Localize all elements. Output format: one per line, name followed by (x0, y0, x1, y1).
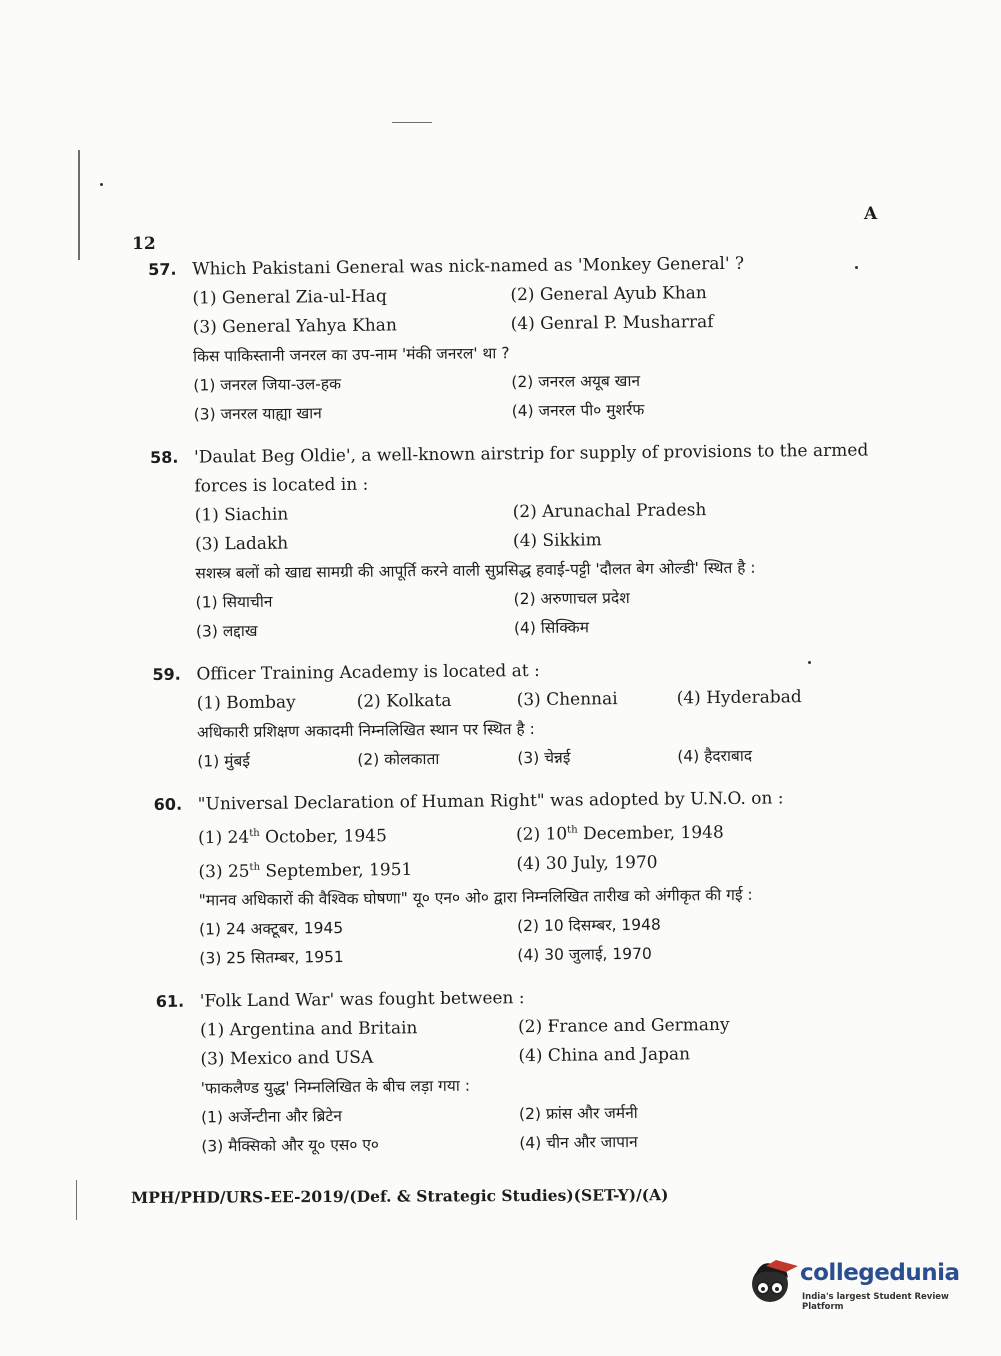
scan-border-left (78, 150, 80, 260)
question-59 (152, 653, 893, 777)
question-number: 57. (148, 259, 177, 279)
option-2-en: (2) France and Germany (517, 1015, 730, 1038)
question-57 (148, 248, 890, 430)
question-text-hi: सशस्त्र बलों को खाद्य सामग्री की आपूर्ति करने वाली सुप्रसिद्ध हवाई-पट्टी 'दौलत बेग ओल्डी' स्थित है : (195, 558, 756, 583)
collegedunia-watermark[interactable] (742, 1252, 974, 1312)
option-1-hi: (1) मुंबई (197, 751, 251, 771)
paper-code-footer: MPH/PHD/URS-EE-2019/(Def. & Strategic Studies)(SET-Y)/(A) (131, 1185, 669, 1207)
option-3-hi: (3) जनरल याह्या खान (193, 404, 322, 424)
option-1-hi: (1) अर्जेन्टीना और ब्रिटेन (200, 1107, 342, 1127)
question-text-en: Officer Training Academy is located at : (196, 660, 540, 685)
question-number: 61. (155, 991, 185, 1012)
question-number: 59. (152, 664, 181, 684)
scan-border-left-lower (76, 1180, 77, 1220)
question-text-hi: "मानव अधिकारों की वैश्विक घोषणा" यू० एन० ओ० द्वारा निम्नलिखित तारीख को अंगीकृत की गई : (198, 886, 753, 910)
set-letter: A (864, 204, 878, 224)
option-4-en: (4) China and Japan (518, 1044, 691, 1067)
option-4-hi: (4) 30 जुलाई, 1970 (517, 945, 652, 965)
question-61 (156, 981, 898, 1163)
option-1-hi: (1) सियाचीन (195, 592, 273, 612)
options-en (195, 494, 892, 559)
question-number: 60. (153, 794, 183, 814)
option-1-en: (1) Bombay (196, 692, 296, 714)
option-2-hi: (2) 10 दिसम्बर, 1948 (516, 915, 661, 936)
option-3-en: (3) Ladakh (194, 533, 289, 555)
option-2-en: (2) General Ayub Khan (510, 283, 707, 306)
question-text-en: 'Daulat Beg Oldie', a well-known airstrip for supply of provisions to the armed forces is located in : (194, 440, 869, 497)
option-2-hi: (2) फ्रांस और जर्मनी (518, 1104, 638, 1124)
question-text-en: Which Pakistani General was nick-named as 'Monkey General' ? (192, 253, 745, 280)
question-text-hi: 'फाकलैण्ड युद्ध' निम्नलिखित के बीच लड़ा गया : (200, 1076, 471, 1098)
option-4-hi: (4) जनरल पी० मुशर्रफ (511, 400, 645, 421)
question-58 (150, 436, 892, 647)
options-en (200, 1010, 897, 1075)
question-60 (154, 783, 896, 974)
options-hi (193, 364, 890, 429)
option-2-hi: (2) जनरल अयूब खान (511, 371, 641, 392)
option-1-hi: (1) 24 अक्टूबर, 1945 (198, 919, 344, 939)
option-1-hi: (1) जनरल जिया-उल-हक (193, 374, 342, 395)
option-4-hi: (4) सिक्किम (513, 618, 590, 638)
question-list (148, 248, 898, 1176)
option-3-en: (3) Chennai (516, 689, 618, 711)
options-en (198, 812, 895, 887)
option-4-en: (4) Hyderabad (676, 687, 802, 709)
options-en (192, 277, 889, 342)
option-3-en: (3) 25th September, 1951 (198, 859, 413, 882)
option-3-hi: (3) लद्दाख (195, 621, 258, 641)
option-4-en: (4) Genral P. Musharraf (510, 312, 714, 335)
options-hi (195, 581, 892, 646)
options-hi (201, 1097, 898, 1162)
question-text-hi: किस पाकिस्तानी जनरल का उप-नाम 'मंकी जनरल' था ? (192, 344, 510, 366)
mascot-icon (742, 1252, 800, 1310)
option-3-hi: (3) मैक्सिको और यू० एस० ए० (201, 1135, 380, 1156)
option-1-en: (1) Siachin (194, 504, 289, 526)
option-1-en: (1) General Zia-ul-Haq (192, 286, 387, 309)
scan-speck (100, 183, 103, 186)
option-1-en: (1) Argentina and Britain (200, 1018, 418, 1041)
question-text-hi: अधिकारी प्रशिक्षण अकादमी निम्नलिखित स्थान पर स्थित है : (196, 719, 535, 742)
option-4-hi: (4) चीन और जापान (519, 1133, 638, 1153)
question-number: 58. (150, 447, 179, 467)
option-4-hi: (4) हैदराबाद (677, 746, 753, 766)
option-2-en: (2) 10th December, 1948 (515, 822, 724, 845)
option-3-en: (3) Mexico and USA (200, 1047, 374, 1070)
option-4-en: (4) 30 July, 1970 (516, 852, 658, 874)
option-1-en: (1) 24th October, 1945 (197, 826, 387, 849)
option-2-en: (2) Kolkata (356, 690, 452, 712)
page-number: 12 (132, 234, 156, 254)
options-hi (197, 740, 893, 776)
brand-name: collegedunia (800, 1260, 960, 1286)
question-text-en: "Universal Declaration of Human Right" was adopted by U.N.O. on : (197, 788, 784, 815)
option-2-hi: (2) कोलकाता (357, 749, 440, 769)
option-3-hi: (3) चेन्नई (517, 748, 571, 768)
option-2-en: (2) Arunachal Pradesh (512, 500, 707, 523)
option-3-hi: (3) 25 सितम्बर, 1951 (199, 948, 344, 968)
options-hi (199, 909, 896, 974)
question-text-en: 'Folk Land War' was fought between : (199, 988, 525, 1012)
scan-mark-top (392, 122, 432, 123)
option-4-en: (4) Sikkim (512, 530, 602, 552)
brand-tagline: India's largest Student Review Platform (802, 1292, 949, 1312)
option-2-hi: (2) अरुणाचल प्रदेश (513, 588, 630, 609)
option-3-en: (3) General Yahya Khan (192, 315, 397, 338)
